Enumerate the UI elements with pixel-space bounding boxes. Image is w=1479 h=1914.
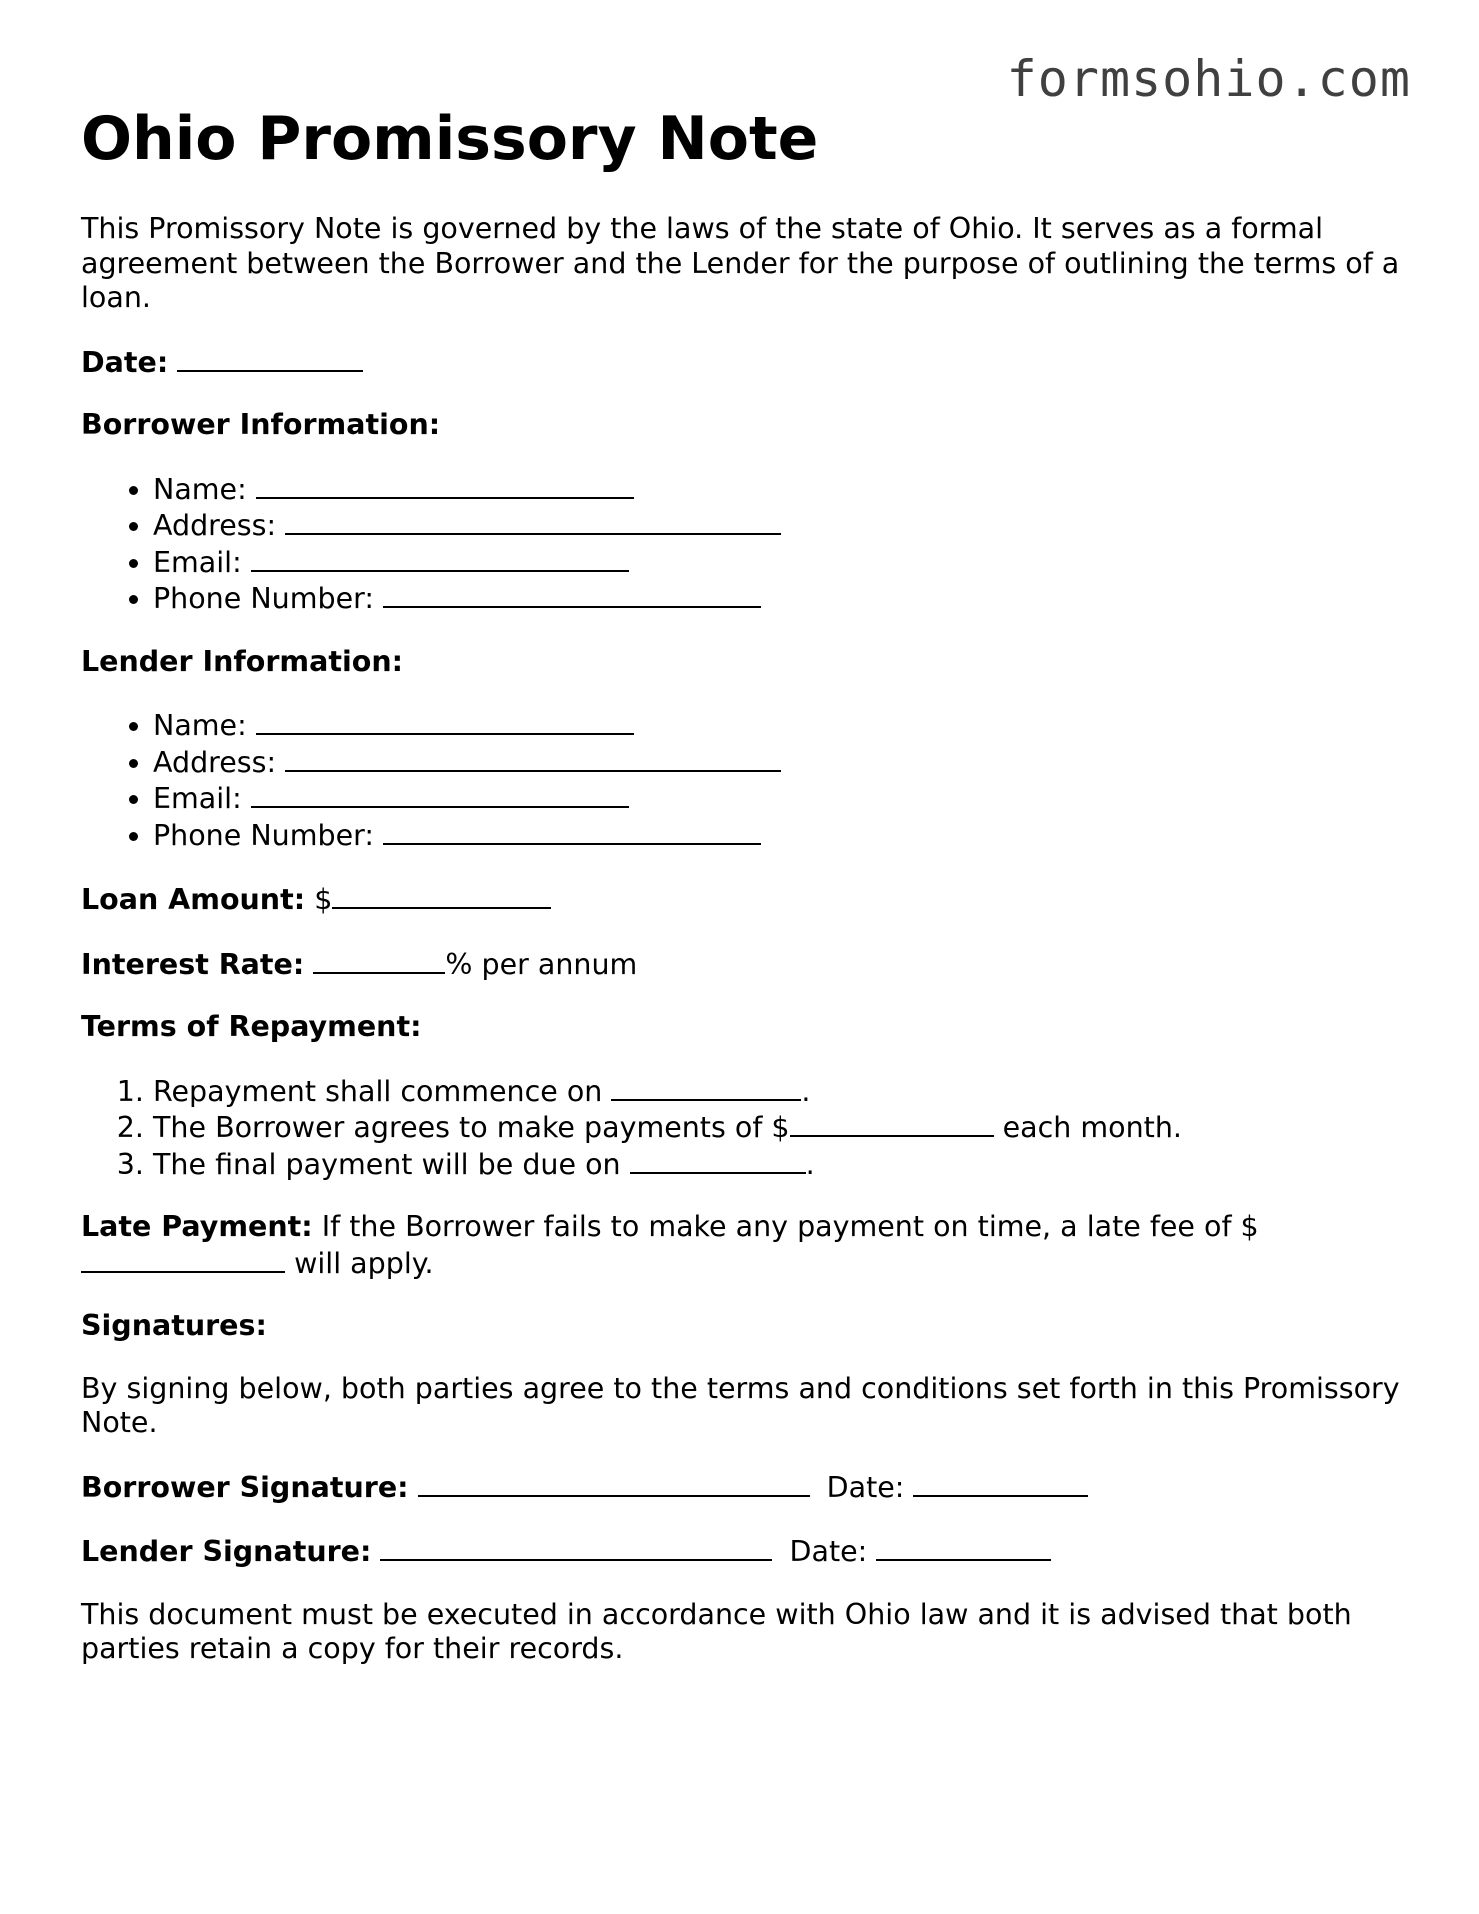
loan-amount-line: [81, 881, 1411, 918]
repayment-terms-list: [81, 1073, 1411, 1183]
lender-name-blank[interactable]: [256, 707, 634, 735]
borrower-phone-item: [153, 580, 1411, 617]
interest-rate-label: Interest Rate:: [81, 947, 305, 981]
borrower-email-label: Email:: [153, 545, 242, 579]
lender-signature-line: [81, 1533, 1411, 1570]
borrower-phone-blank[interactable]: [383, 580, 761, 608]
repayment-term-3-text: The final payment will be due on: [153, 1147, 621, 1181]
lender-email-label: Email:: [153, 782, 242, 815]
borrower-signature-label: Borrower Signature:: [81, 1470, 409, 1504]
lender-phone-blank[interactable]: [383, 817, 761, 845]
borrower-signature-blank[interactable]: [418, 1469, 810, 1497]
borrower-name-blank[interactable]: [256, 471, 634, 499]
borrower-address-blank[interactable]: [285, 507, 781, 535]
borrower-email-item: [153, 544, 1411, 581]
loan-amount-blank[interactable]: [332, 881, 551, 909]
lender-info-list: [81, 707, 1411, 853]
repayment-term-2: [153, 1109, 1411, 1146]
date-blank[interactable]: [177, 344, 363, 372]
lender-signature-label: Lender Signature:: [81, 1535, 372, 1568]
intro-paragraph: This Promissory Note is governed by the laws of the state of Ohio. It serves as a formal agreement between the Borrower and the Lender for the purpose of outlining the terms of a loan.: [81, 212, 1400, 314]
closing-paragraph: This document must be executed in accordance with Ohio law and it is advised that both parties retain a copy for their records.: [81, 1597, 1352, 1665]
signatures-paragraph: By signing below, both parties agree to the terms and conditions set forth in this Promissory Note.: [81, 1371, 1400, 1439]
late-payment-label: Late Payment:: [81, 1210, 313, 1243]
lender-signature-blank[interactable]: [380, 1533, 772, 1561]
lender-heading: Lender Information:: [81, 644, 404, 678]
borrower-phone-label: Phone Number:: [153, 582, 374, 615]
borrower-heading: Borrower Information:: [81, 408, 441, 441]
document-title: Ohio Promissory Note: [81, 104, 819, 174]
borrower-name-label: Name:: [153, 472, 247, 506]
late-payment-paragraph: [81, 1210, 1411, 1281]
document-body: [81, 212, 1411, 1695]
signatures-heading: Signatures:: [81, 1309, 267, 1342]
late-payment-suffix: will apply.: [294, 1246, 434, 1280]
repayment-term-2-suffix: each month.: [1002, 1111, 1182, 1144]
late-payment-text: If the Borrower fails to make any payment on time, a late fee of $: [321, 1210, 1259, 1243]
date-label: Date:: [81, 345, 169, 379]
interest-rate-line: [81, 946, 1411, 983]
borrower-name-item: [153, 471, 1411, 508]
repayment-start-blank[interactable]: [611, 1073, 801, 1101]
lender-phone-label: Phone Number:: [153, 818, 374, 852]
borrower-signature-line: [81, 1469, 1411, 1506]
repayment-term-3-suffix: .: [805, 1147, 815, 1181]
borrower-signature-date-blank[interactable]: [913, 1469, 1088, 1497]
loan-amount-label: Loan Amount:: [81, 883, 306, 916]
monthly-payment-blank[interactable]: [790, 1109, 994, 1137]
borrower-address-label: Address:: [153, 509, 277, 542]
repayment-heading: Terms of Repayment:: [81, 1010, 422, 1043]
borrower-email-blank[interactable]: [251, 544, 629, 572]
repayment-term-1-text: Repayment shall commence on: [153, 1074, 603, 1108]
lender-signature-date-blank[interactable]: [876, 1533, 1051, 1561]
interest-rate-blank[interactable]: [313, 946, 445, 974]
lender-address-blank[interactable]: [285, 744, 781, 772]
final-payment-blank[interactable]: [630, 1146, 806, 1174]
repayment-term-1-suffix: .: [801, 1074, 811, 1108]
repayment-term-2-text: The Borrower agrees to make payments of $: [153, 1111, 790, 1144]
site-watermark: formsohio.com: [1006, 50, 1411, 108]
borrower-address-item: [153, 507, 1411, 544]
repayment-term-3: [153, 1146, 1411, 1183]
late-fee-blank[interactable]: [81, 1245, 285, 1273]
lender-address-item: [153, 744, 1411, 781]
lender-name-item: [153, 707, 1411, 744]
lender-address-label: Address:: [153, 745, 277, 779]
lender-signature-date-label: Date:: [789, 1535, 868, 1568]
lender-email-blank[interactable]: [251, 780, 629, 808]
borrower-info-list: [81, 471, 1411, 617]
loan-amount-prefix: $: [314, 883, 333, 916]
lender-email-item: [153, 780, 1411, 817]
repayment-term-1: [153, 1073, 1411, 1110]
lender-name-label: Name:: [153, 709, 247, 742]
borrower-signature-date-label: Date:: [826, 1470, 905, 1504]
date-line: [81, 344, 1411, 381]
interest-rate-suffix: % per annum: [445, 947, 638, 981]
lender-phone-item: [153, 817, 1411, 854]
